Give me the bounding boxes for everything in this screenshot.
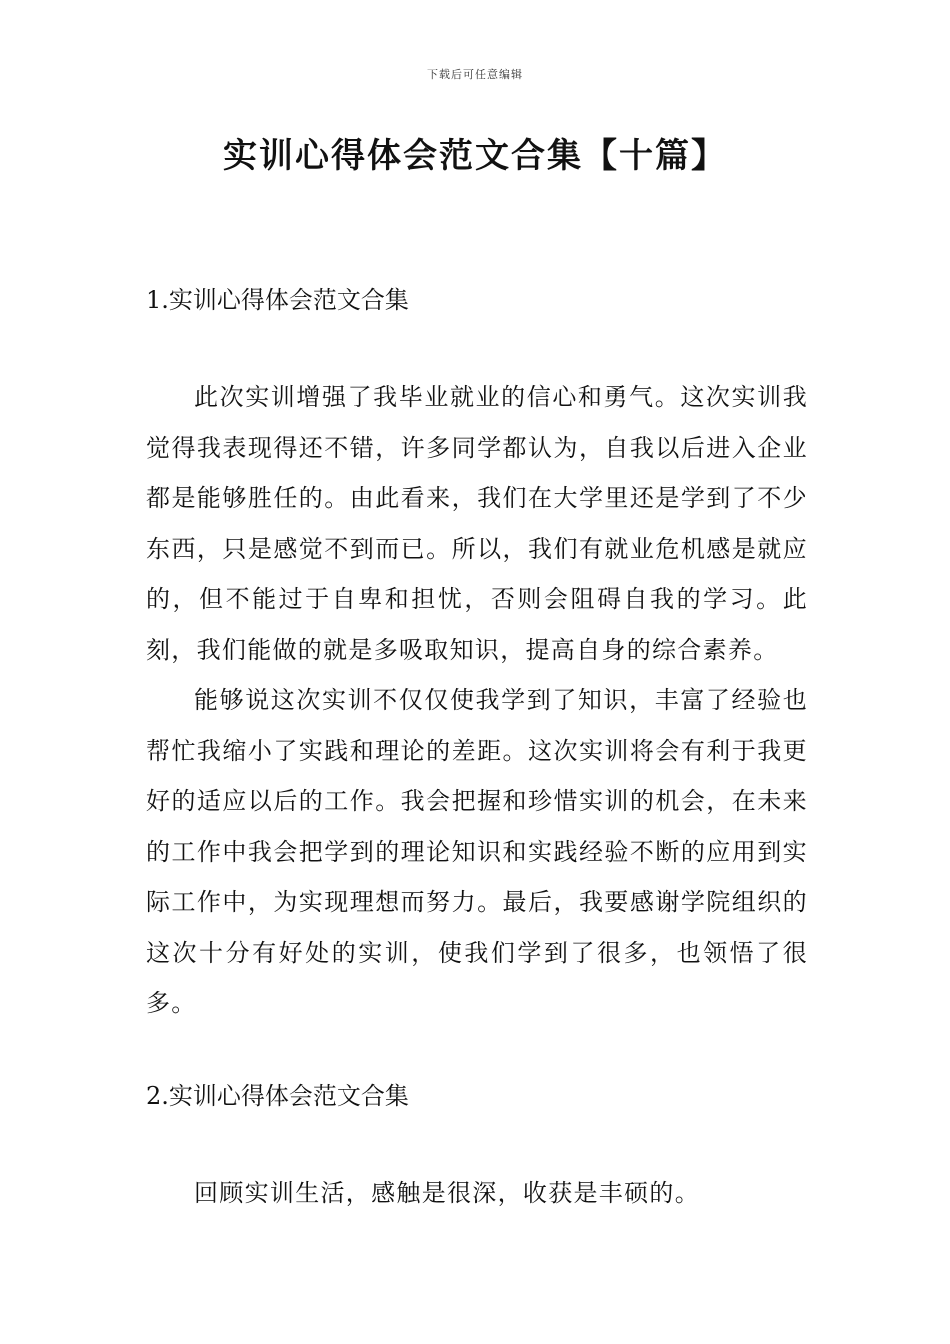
section-2-body [146, 1168, 808, 1219]
paragraph: 能够说这次实训不仅仅使我学到了知识，丰富了经验也帮忙我缩小了实践和理论的差距。这次实训将会有利于我更好的适应以后的工作。我会把握和珍惜实训的机会，在未来的工作中我会把学到的理论知识和实践经验不断的应用到实际工作中，为实现理想而努力。最后，我要感谢学院组织的这次十分有好处的实训，使我们学到了很多，也领悟了很多。 [146, 686, 808, 1017]
section-heading: 1.实训心得体会范文合集 [146, 286, 409, 314]
header-note: 下载后可任意编辑 [427, 68, 523, 81]
section-heading: 2.实训心得体会范文合集 [146, 1082, 409, 1110]
paragraph: 回顾实训生活，感触是很深，收获是丰硕的。 [194, 1179, 700, 1207]
paragraph: 此次实训增强了我毕业就业的信心和勇气。这次实训我觉得我表现得还不错，许多同学都认为，自我以后进入企业都是能够胜任的。由此看来，我们在大学里还是学到了不少东西，只是感觉不到而已。所以，我们有就业危机感是就应的，但不能过于自卑和担忧，否则会阻碍自我的学习。此刻，我们能做的就是多吸取知识，提高自身的综合素养。 [146, 383, 808, 664]
section-2 [146, 1082, 808, 1110]
section-1 [146, 286, 808, 314]
section-1-body [146, 372, 808, 1029]
document-title: 实训心得体会范文合集【十篇】 [223, 136, 727, 176]
